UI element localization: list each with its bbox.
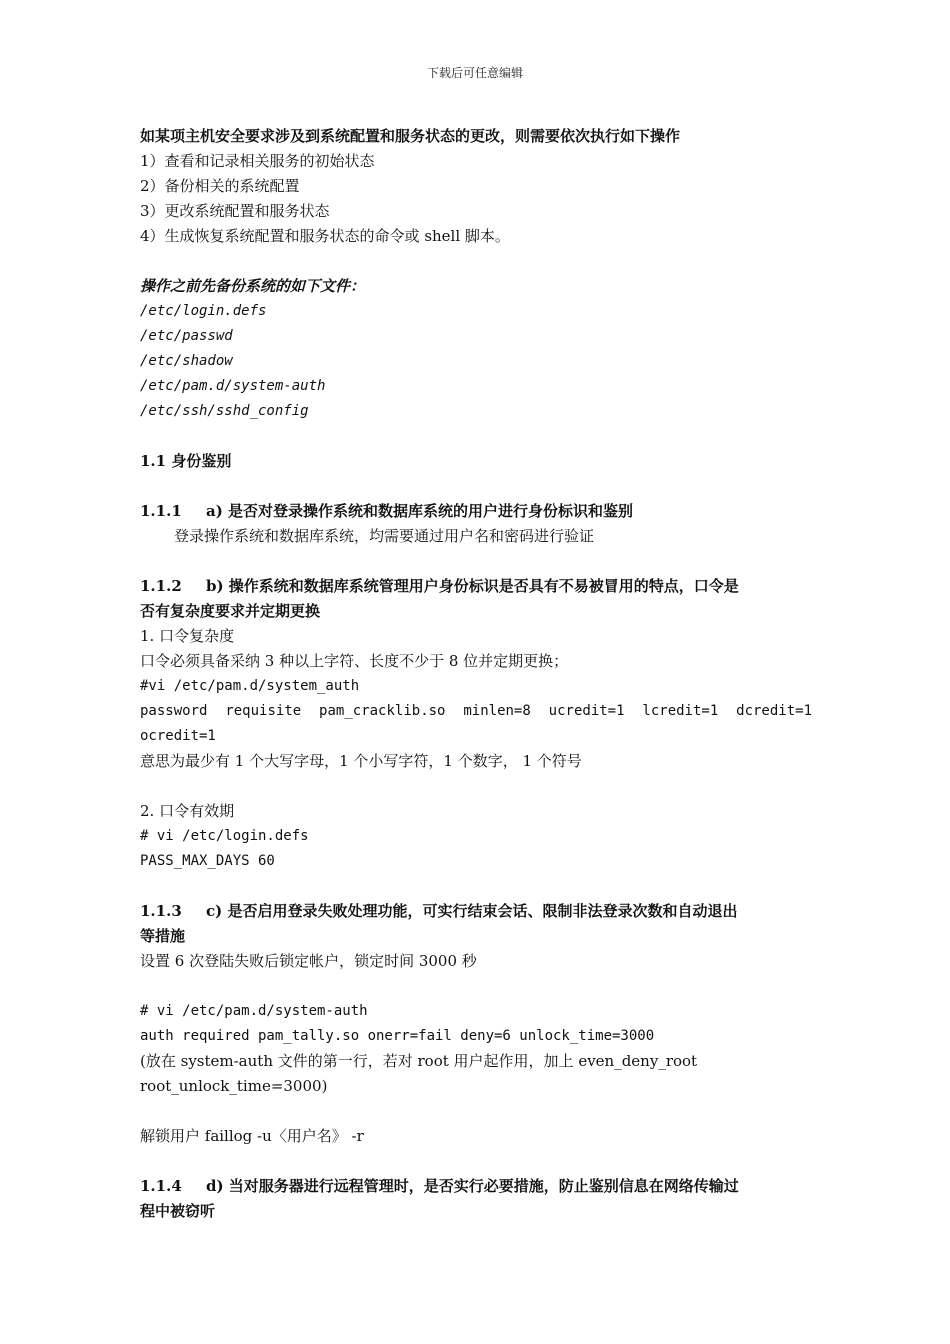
config-token: requisite (225, 703, 302, 719)
heading-number: 1.1.1 (140, 502, 182, 520)
document-body (140, 124, 812, 1224)
intro-step: 2）备份相关的系统配置 (140, 177, 300, 195)
heading-title-cont: 等措施 (140, 927, 186, 945)
command-line: # vi /etc/pam.d/system-auth (140, 1003, 368, 1019)
paragraph: 登录操作系统和数据库系统，均需要通过用户名和密码进行验证 (174, 527, 595, 545)
heading-title: b) 操作系统和数据库系统管理用户身份标识是否具有不易被冒用的特点，口令是 (206, 577, 739, 595)
section-heading-1-1: 1.1 身份鉴别 (140, 452, 232, 470)
heading-number: 1.1.4 (140, 1177, 182, 1195)
backup-file: /etc/ssh/sshd_config (140, 403, 309, 419)
heading-title-cont: 否有复杂度要求并定期更换 (140, 602, 321, 620)
config-line: auth required pam_tally.so onerr=fail deny=6 unlock_time=3000 (140, 1028, 655, 1044)
note-line: root_unlock_time=3000) (140, 1077, 328, 1095)
intro-step: 3）更改系统配置和服务状态 (140, 202, 330, 220)
backup-file: /etc/passwd (140, 328, 233, 344)
heading-title: d) 当对服务器进行远程管理时，是否实行必要措施，防止鉴别信息在网络传输过 (206, 1177, 739, 1195)
backup-title: 操作之前先备份系统的如下文件： (140, 277, 366, 295)
paragraph: 意思为最少有 1 个大写字母，1 个小写字符，1 个数字， 1 个符号 (140, 752, 582, 770)
heading-title-cont: 程中被窃听 (140, 1202, 216, 1220)
config-token: password (140, 703, 208, 719)
backup-file: /etc/shadow (140, 353, 233, 369)
command-line: # vi /etc/login.defs (140, 828, 309, 844)
heading-title: c) 是否启用登录失败处理功能，可实行结束会话、限制非法登录次数和自动退出 (206, 902, 738, 920)
unlock-command: 解锁用户 faillog -u〈用户名》 -r (140, 1127, 364, 1145)
config-token: lcredit=1 (642, 703, 719, 719)
paragraph: 设置 6 次登陆失败后锁定帐户，锁定时间 3000 秒 (140, 952, 477, 970)
heading-number: 1.1.3 (140, 902, 182, 920)
command-line: #vi /etc/pam.d/system_auth (140, 678, 360, 694)
heading-1-1-1 (140, 499, 812, 524)
heading-1-1-2 (140, 574, 812, 599)
config-line (140, 699, 812, 724)
config-line-cont: ocredit=1 (140, 728, 216, 744)
intro-title: 如某项主机安全要求涉及到系统配置和服务状态的更改，则需要依次执行如下操作 (140, 127, 681, 145)
backup-file: /etc/pam.d/system-auth (140, 378, 326, 394)
config-token: minlen=8 (463, 703, 531, 719)
config-token: dcredit=1 (736, 703, 812, 719)
intro-step: 4）生成恢复系统配置和服务状态的命令或 shell 脚本。 (140, 227, 510, 245)
config-token: ucredit=1 (548, 703, 625, 719)
heading-number: 1.1.2 (140, 577, 182, 595)
paragraph: 口令必须具备采纳 3 种以上字符、长度不少于 8 位并定期更换； (140, 652, 569, 670)
config-token: pam_cracklib.so (319, 703, 446, 719)
heading-1-1-3 (140, 899, 812, 924)
config-line: PASS_MAX_DAYS 60 (140, 853, 275, 869)
page-header: 下载后可任意编辑 (426, 66, 523, 80)
heading-1-1-4 (140, 1174, 812, 1199)
backup-file: /etc/login.defs (140, 303, 267, 319)
sub-heading: 2. 口令有效期 (140, 802, 235, 820)
note-line: (放在 system-auth 文件的第一行，若对 root 用户起作用，加上 even_deny_root (140, 1052, 698, 1070)
intro-step: 1）查看和记录相关服务的初始状态 (140, 152, 375, 170)
sub-heading: 1. 口令复杂度 (140, 627, 235, 645)
heading-title: a) 是否对登录操作系统和数据库系统的用户进行身份标识和鉴别 (206, 502, 634, 520)
